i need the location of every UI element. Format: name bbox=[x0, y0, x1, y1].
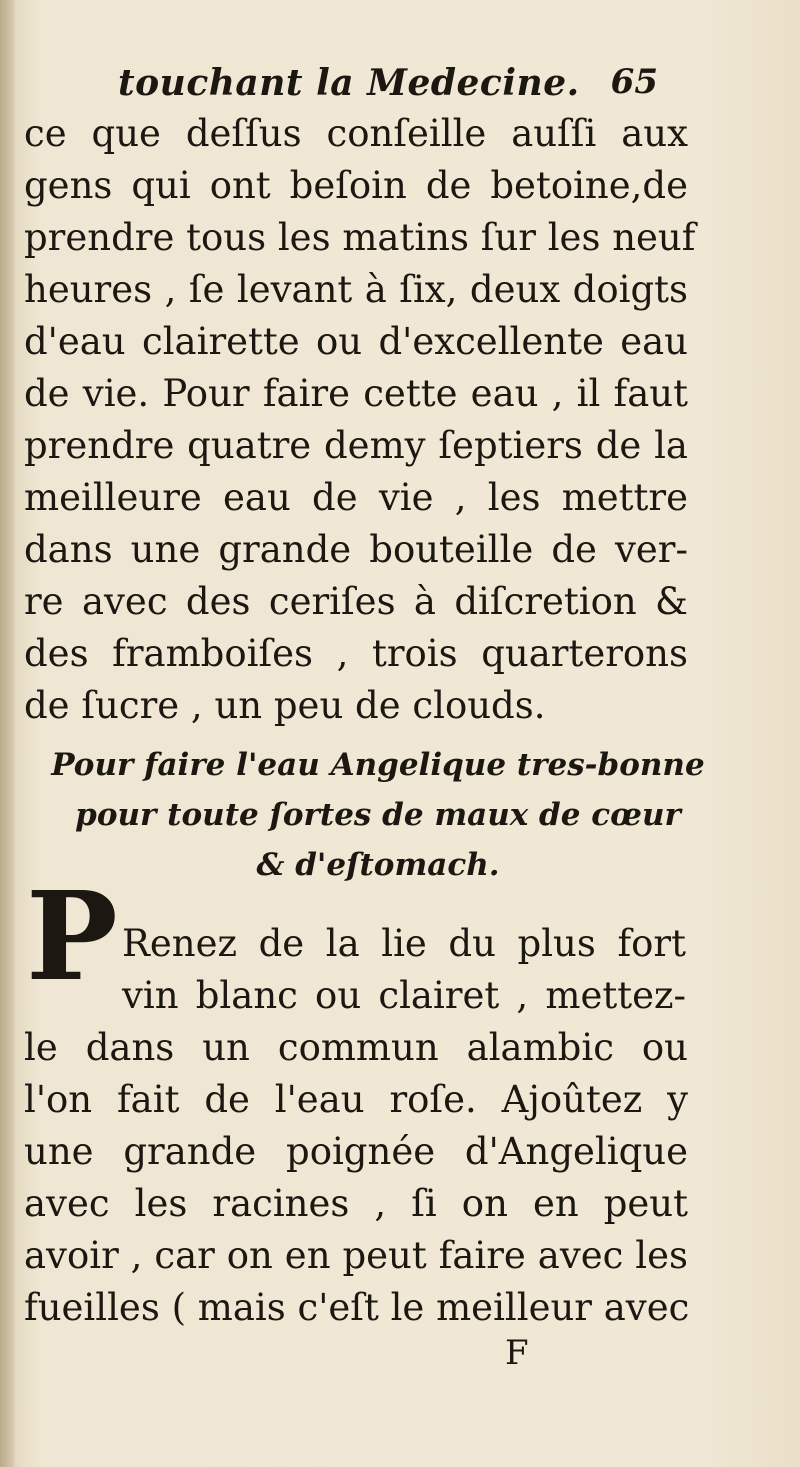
text-line: prendre tous les matins ſur les neuf bbox=[24, 216, 696, 259]
text-line: de ſucre , un peu de clouds. bbox=[24, 684, 546, 727]
text-line: gens qui ont beſoin de betoine,de bbox=[24, 164, 688, 207]
text-line: Renez de la lie du plus fort bbox=[122, 922, 686, 965]
page-number: 65 bbox=[610, 62, 658, 102]
text-line: de vie. Pour faire cette eau , il faut bbox=[24, 372, 688, 415]
text-line: heures , ſe levant à ſix, deux doigts bbox=[24, 268, 688, 311]
text-line: le dans un commun alambic ou bbox=[24, 1026, 688, 1069]
page-header bbox=[118, 62, 658, 114]
heading-line: & d'eſtomach. bbox=[256, 847, 500, 883]
text-line: re avec des ceriſes à diſcretion & bbox=[24, 580, 688, 623]
text-line: prendre quatre demy ſeptiers de la bbox=[24, 424, 688, 467]
text-line: dans une grande bouteille de ver- bbox=[24, 528, 688, 571]
text-line: des framboiſes , trois quarterons bbox=[24, 632, 688, 675]
heading-line: pour toute ſortes de maux de cœur bbox=[75, 797, 681, 833]
heading-line: Pour faire l'eau Angelique tres-bonne bbox=[51, 747, 705, 783]
text-line: fueilles ( mais c'eſt le meilleur avec bbox=[24, 1286, 690, 1329]
page-gutter bbox=[0, 0, 14, 1467]
text-line: meilleure eau de vie , les mettre bbox=[24, 476, 688, 519]
drop-cap: P bbox=[26, 864, 118, 1008]
text-line: ce que deſſus conſeille auſſi aux bbox=[24, 112, 688, 155]
text-line: d'eau clairette ou d'excellente eau bbox=[24, 320, 688, 363]
running-head: touchant la Medecine. bbox=[118, 62, 580, 104]
text-line: avoir , car on en peut faire avec les bbox=[24, 1234, 688, 1277]
text-line: l'on fait de l'eau roſe. Ajoûtez y bbox=[24, 1078, 688, 1121]
text-line: une grande poignée d'Angelique bbox=[24, 1130, 688, 1173]
signature-mark: F bbox=[505, 1333, 529, 1373]
text-line: avec les racines , ſi on en peut bbox=[24, 1182, 688, 1225]
text-line: vin blanc ou clairet , mettez- bbox=[122, 974, 686, 1017]
